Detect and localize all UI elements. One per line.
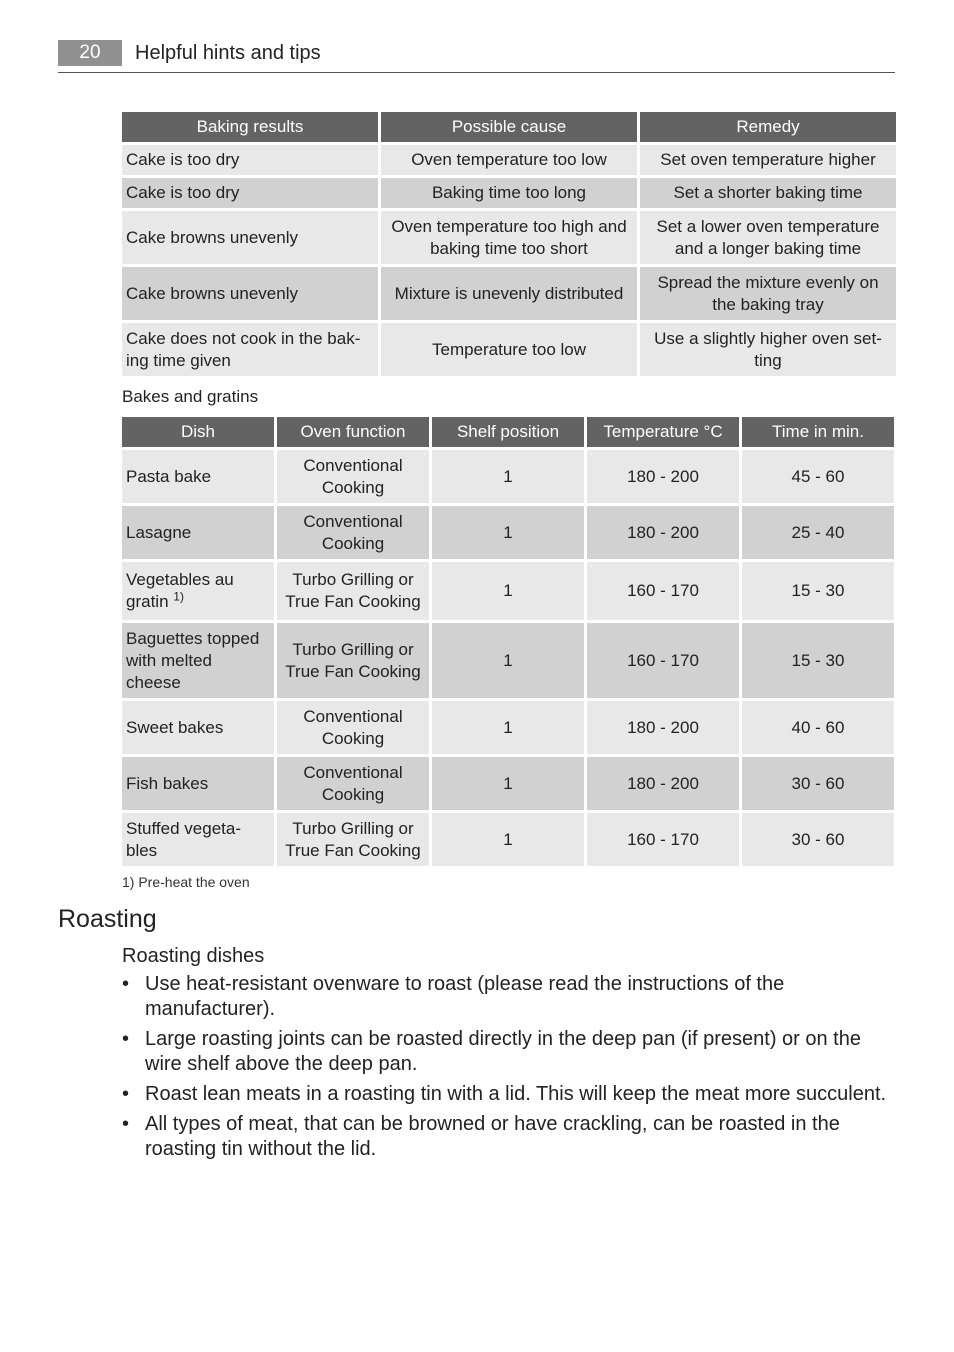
shelf-position-cell: 1 [432, 813, 584, 866]
list-item-text: Roast lean meats in a roasting tin with a lid. This will keep the meat more succulent. [145, 1083, 887, 1105]
table-row [122, 757, 894, 810]
temperature-cell: 160 - 170 [587, 623, 739, 698]
table-row [122, 145, 896, 175]
baking-result-cell: Cake browns unevenly [122, 267, 378, 320]
table-row [122, 813, 894, 866]
remedy-cell: Use a slightly higher oven set-ting [640, 323, 896, 376]
list-item [122, 1112, 892, 1162]
shelf-position-cell: 1 [432, 450, 584, 503]
time-cell: 30 - 60 [742, 757, 894, 810]
page-header [58, 40, 895, 73]
oven-function-cell: Turbo Grilling or True Fan Cooking [277, 813, 429, 866]
dish-name: Lasagne [126, 522, 192, 542]
oven-function-cell: Conventional Cooking [277, 506, 429, 559]
page-number: 20 [58, 40, 122, 66]
temperature-cell: 160 - 170 [587, 562, 739, 620]
column-header: Remedy [640, 112, 896, 142]
column-header: Dish [122, 417, 274, 447]
shelf-position-cell: 1 [432, 623, 584, 698]
footnote-reference: 1) [173, 589, 184, 604]
oven-function-cell: Conventional Cooking [277, 757, 429, 810]
baking-result-cell: Cake is too dry [122, 145, 378, 175]
remedy-cell: Spread the mixture evenly on the baking tray [640, 267, 896, 320]
dish-cell [122, 813, 274, 866]
bakes-and-gratins-table [119, 414, 897, 869]
roasting-tips-list [122, 972, 892, 1167]
list-item-text: Use heat-resistant ovenware to roast (please read the instructions of the manufacturer). [145, 973, 785, 1020]
baking-results-table [119, 109, 899, 379]
baking-result-cell: Cake does not cook in the bak-ing time given [122, 323, 378, 376]
oven-function-cell: Turbo Grilling or True Fan Cooking [277, 562, 429, 620]
list-item [122, 1027, 892, 1077]
table-row [122, 178, 896, 208]
dish-cell [122, 562, 274, 620]
remedy-cell: Set a lower oven temperature and a longer baking time [640, 211, 896, 264]
dish-name: Sweet bakes [126, 717, 224, 737]
dish-cell [122, 701, 274, 754]
table-row [122, 562, 894, 620]
dish-name: Fish bakes [126, 773, 209, 793]
baking-result-cell: Cake is too dry [122, 178, 378, 208]
shelf-position-cell: 1 [432, 757, 584, 810]
table-header-row [122, 112, 896, 142]
time-cell: 15 - 30 [742, 562, 894, 620]
possible-cause-cell: Temperature too low [381, 323, 637, 376]
bullet-icon: • [122, 1083, 130, 1105]
bullet-icon: • [122, 1113, 130, 1135]
bakes-table-caption: Bakes and gratins [122, 387, 259, 406]
shelf-position-cell: 1 [432, 562, 584, 620]
table-row [122, 450, 894, 503]
column-header: Temperature °C [587, 417, 739, 447]
dish-name: Baguettes topped with melted cheese [126, 628, 260, 692]
bullet-icon: • [122, 973, 130, 995]
temperature-cell: 180 - 200 [587, 757, 739, 810]
dish-name: Vegetables au gratin [126, 570, 234, 611]
subsection-title: Roasting dishes [122, 945, 265, 967]
possible-cause-cell: Mixture is unevenly distributed [381, 267, 637, 320]
shelf-position-cell: 1 [432, 506, 584, 559]
dish-cell [122, 757, 274, 810]
time-cell: 15 - 30 [742, 623, 894, 698]
bullet-icon: • [122, 1028, 130, 1050]
page-header-title: Helpful hints and tips [135, 42, 321, 64]
shelf-position-cell: 1 [432, 701, 584, 754]
time-cell: 45 - 60 [742, 450, 894, 503]
list-item-text: All types of meat, that can be browned or have crackling, can be roasted in the roasting tin without the lid. [145, 1113, 840, 1160]
remedy-cell: Set a shorter baking time [640, 178, 896, 208]
table-row [122, 506, 894, 559]
column-header: Baking results [122, 112, 378, 142]
list-item-text: Large roasting joints can be roasted directly in the deep pan (if present) or on the wire shelf above the deep pan. [145, 1028, 861, 1075]
time-cell: 25 - 40 [742, 506, 894, 559]
temperature-cell: 180 - 200 [587, 506, 739, 559]
list-item [122, 972, 892, 1022]
dish-cell [122, 623, 274, 698]
baking-result-cell: Cake browns unevenly [122, 211, 378, 264]
column-header: Possible cause [381, 112, 637, 142]
table-header-row [122, 417, 894, 447]
possible-cause-cell: Oven temperature too high and baking time too short [381, 211, 637, 264]
column-header: Shelf position [432, 417, 584, 447]
oven-function-cell: Conventional Cooking [277, 701, 429, 754]
list-item [122, 1082, 892, 1107]
table-row [122, 323, 896, 376]
table-row [122, 623, 894, 698]
oven-function-cell: Turbo Grilling or True Fan Cooking [277, 623, 429, 698]
possible-cause-cell: Baking time too long [381, 178, 637, 208]
column-header: Oven function [277, 417, 429, 447]
time-cell: 30 - 60 [742, 813, 894, 866]
dish-cell [122, 450, 274, 503]
dish-name: Stuffed vegeta-bles [126, 818, 241, 860]
table-footnote: 1) Pre-heat the oven [122, 874, 250, 890]
section-title: Roasting [58, 905, 157, 933]
temperature-cell: 180 - 200 [587, 701, 739, 754]
temperature-cell: 180 - 200 [587, 450, 739, 503]
column-header: Time in min. [742, 417, 894, 447]
dish-name: Pasta bake [126, 466, 212, 486]
time-cell: 40 - 60 [742, 701, 894, 754]
temperature-cell: 160 - 170 [587, 813, 739, 866]
possible-cause-cell: Oven temperature too low [381, 145, 637, 175]
dish-cell [122, 506, 274, 559]
oven-function-cell: Conventional Cooking [277, 450, 429, 503]
remedy-cell: Set oven temperature higher [640, 145, 896, 175]
table-row [122, 701, 894, 754]
table-row [122, 267, 896, 320]
table-row [122, 211, 896, 264]
